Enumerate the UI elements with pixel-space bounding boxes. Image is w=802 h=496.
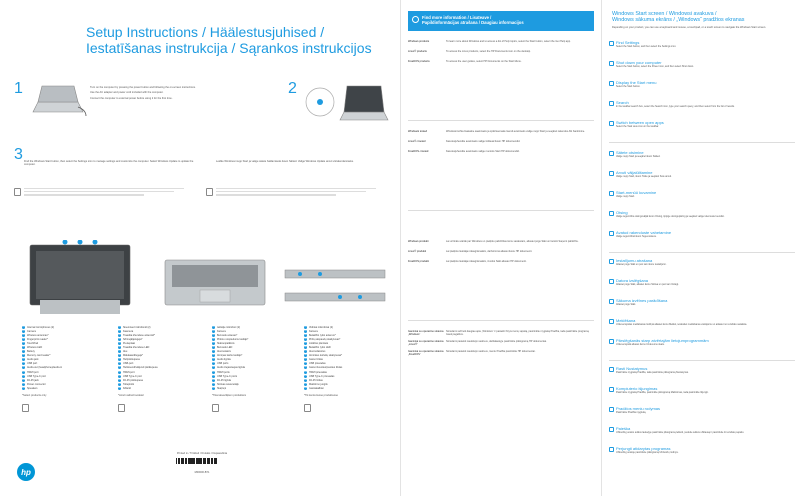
info-entry-text: Lai piekļūtu lietotāja rokasgrāmatām, izvēlnē Sākt atlasiet HP dokumenti.: [446, 260, 527, 263]
callout-number: 8: [119, 354, 120, 357]
legend-label: USB ports: [217, 362, 229, 366]
start-screen-item: [616, 120, 796, 128]
laptop-side-views: [280, 265, 390, 310]
callout-number: 3: [213, 333, 214, 336]
callout-number: 6: [119, 346, 120, 349]
info-entry-text: To access the Linux products, select the HP Documents icon on the desktop.: [446, 50, 531, 53]
callout-number: 2: [305, 329, 306, 332]
start-screen-item-title: Meklēšana: [616, 318, 636, 323]
start-screen-item-title: Start-menüü kuvamine: [616, 190, 657, 195]
legend-label: Fingerprint reader*: [27, 337, 48, 341]
callout-number: 12: [118, 370, 121, 373]
divider: [609, 360, 795, 361]
legend-label: Aku: [123, 350, 128, 354]
start-screen-item-title: Pārslēgšanās starp atvērtajām lietojumprogrammām: [616, 338, 709, 343]
legend-label: USB prievadas: [309, 362, 326, 366]
start-screen-title: Windows Start screen / Windowsi avakuva / Windows sākuma ekrāns / „Windows“ pradžios ekranas: [612, 11, 745, 24]
legend-footnote: *Tikai atsevišķiem produktiem: [212, 394, 247, 397]
divider: [408, 320, 594, 321]
step-3-note-left: [24, 186, 194, 210]
start-screen-item-title: Perjungti atidarytas programas: [616, 446, 671, 451]
callout-number: 5: [213, 341, 214, 344]
start-screen-item-text: Valige nupp Start, ikoon Toide ja seejärel Sule arvuti.: [616, 175, 672, 178]
divider: [609, 252, 795, 253]
start-screen-item: [616, 446, 796, 454]
callout-number: 14: [212, 378, 215, 381]
task-icon: [609, 211, 614, 216]
callout-number: 5: [23, 341, 24, 344]
start-screen-item-text: Valige nupp Start.: [616, 195, 635, 198]
start-screen-item-text: Pasirinkite Pradžia mygtuką.: [616, 411, 647, 414]
start-screen-item: [616, 338, 796, 346]
start-screen-item-text: Užduočių juostoje pasirinkite piktogramą Užduočių rodinys.: [616, 451, 679, 454]
start-screen-item: [616, 298, 796, 306]
callout-number: 15: [212, 382, 215, 385]
step-1-text: Turn on the computer by pressing the power button and following the on-screen instructions. Use the AC adapter and power cord included with the computer. Connect the computer to external power before using it for the first time.: [90, 86, 196, 100]
legend-footnote: *Tik kai kuriuose produktuose: [304, 394, 338, 397]
start-screen-item-text: Select the Start button, select the Power icon, and then select Shut down.: [616, 65, 694, 68]
legend-label: Garso išvesties/įvesties lizdas: [309, 366, 343, 370]
legend-label: Garso lizdas: [309, 358, 323, 362]
callout-number: 13: [118, 374, 121, 377]
start-screen-item-text: Užduočių juostos ieškos laukelyje pasirinkite piktogramą Ieškoti, įveskite ieškos užklausą ir pasirinkite iš rezultatų sąrašo.: [616, 431, 745, 434]
task-icon: [609, 61, 614, 66]
start-screen-item-title: Pradžios meniu rodymas: [616, 406, 661, 411]
legend-label: Camera: [27, 329, 36, 333]
legend-label: Kamera: [217, 329, 226, 333]
note-icon: [206, 188, 213, 196]
start-screen-item: [616, 210, 796, 218]
info-entry-text: Lai uzzinātu vairāk par Windows un piekļūtu palīdzības tēmu sarakstam, atlasiet pogu Sākt un lietotni Saņemt palīdzību.: [446, 240, 579, 243]
legend-label: Sisemised mikrofonid (2): [123, 325, 151, 329]
callout-number: 7: [119, 350, 120, 353]
callout-number: 11: [304, 366, 307, 369]
step-3-text-right: Leidke Windowsi nupp Start ja valige sätete haldamiseks ikoon Sätted. Valige Windows Update arvuti värskendamiseks.: [216, 160, 354, 163]
callout-number: 6: [23, 346, 24, 349]
info-entry-text: To learn more about Windows and to access a list of Help topics, select the Start button, select the Get Help app.: [446, 40, 571, 43]
info-panel: [401, 0, 601, 496]
callout-number: 1: [213, 325, 214, 328]
callout-number: 14: [22, 378, 25, 381]
legend-label: Power connector: [27, 382, 46, 386]
legend-label: Battery: [27, 350, 35, 354]
legend-label: Atminties kortelių skaitytuvas*: [309, 354, 343, 358]
callout-number: 3: [119, 333, 120, 336]
callout-number: 2: [213, 329, 214, 332]
start-screen-item-title: Sätete otsimine: [616, 150, 644, 155]
legend-label: TouchPad: [27, 341, 39, 345]
info-entry-label: Linux® products: [408, 50, 427, 53]
callout-number: 4: [119, 337, 120, 340]
start-screen-item-title: Find Settings: [616, 40, 640, 45]
start-screen-item-text: Valige tegumiriba otsinguväljal ikoon Otsing, tippige otsingupäring ja seejärel valige tulemuste loendist.: [616, 215, 725, 218]
info-entry-label: Gaminiai su operacine sistema „Linux®“: [408, 340, 444, 347]
start-screen-item-text: Valige nupp Start ja seejärel ikoon Sätted.: [616, 155, 661, 158]
task-icon: [609, 101, 614, 106]
legend-item: [22, 386, 92, 390]
start-screen-item-text: Select the Task view icon on the taskbar.: [616, 125, 660, 128]
task-icon: [609, 367, 614, 372]
start-screen-item-title: Display the Start menu: [616, 80, 657, 85]
start-screen-item: [616, 150, 796, 158]
callout-number: 15: [118, 382, 121, 385]
callout-number: 9: [23, 358, 24, 361]
step-3-number: 3: [14, 146, 23, 163]
callout-number: 4: [213, 337, 214, 340]
callout-number: 10: [212, 362, 215, 365]
legend-label: Akumuliatorius: [309, 350, 326, 354]
callout-number: 9: [213, 358, 214, 361]
task-icon: [609, 171, 614, 176]
callout-number: 14: [304, 378, 307, 381]
legend-label: Bezvadu antenas*: [217, 333, 238, 337]
legend-label: Vidiniai mikrofonai (2): [309, 325, 333, 329]
callout-number: 1: [23, 325, 24, 328]
legend-label: Audio ligzda: [217, 358, 231, 362]
callout-number: 1: [119, 325, 120, 328]
callout-number: 5: [305, 341, 306, 344]
legend-label: HDMI port: [27, 370, 39, 374]
legend-label: RJ-45 jack: [27, 378, 39, 382]
start-screen-item-text: Atlasiet pogu Sākt, atlasiet ikonu Strāva un pēc tam Izslēgt.: [616, 283, 679, 286]
page-title: Setup Instructions / Häälestusjuhised / Iestatīšanas instrukcija / Sąrankos instrukcijos: [86, 24, 372, 56]
legend-label: Belaidžio ryšio LED: [309, 346, 331, 350]
legend-label: RJ-45 lizdas: [309, 378, 323, 382]
task-icon: [609, 259, 614, 264]
legend-label: Mälukaardilugeja*: [123, 354, 143, 358]
info-entry-label: FreeDOS products: [408, 60, 430, 63]
start-screen-item-title: Avatud rakenduste vahetamine: [616, 230, 672, 235]
legend-label: Jutiklinė planšetė: [309, 341, 329, 345]
callout-number: 8: [213, 354, 214, 357]
legend-footnote: *Select products only: [22, 394, 47, 397]
step-3-text-left: Find the Windows Start button, then select the Settings icon to manage settings and customize the computer. Select Windows Update to update the computer.: [24, 160, 194, 167]
legend-label: Puuteplaat: [123, 341, 135, 345]
start-screen-item-text: Uzdevumjoslā atlasiet ikonu Uzdevumu skats.: [616, 343, 665, 346]
callout-number: 8: [23, 354, 24, 357]
callout-number: 13: [304, 374, 307, 377]
legend-column-en: [22, 325, 92, 391]
start-screen-item: [616, 190, 796, 198]
legend-column-lv: [212, 325, 282, 391]
info-entry-label: Linux® produkti: [408, 250, 427, 253]
legend-label: USB Type-C prievadas: [309, 374, 335, 378]
info-entry-text: Kasutusjuhendite avamiseks valige töölaual ikoon HP dokumendid.: [446, 140, 521, 143]
start-screen-item-text: Uzdevumjoslas meklēšanas lodziņā atlasiet ikonu Meklēt, ierakstiet meklēšanas vaicājumu un atlasiet no rezultātu saraksta.: [616, 323, 748, 326]
legend-item: [212, 386, 282, 390]
task-icon: [609, 407, 614, 412]
legend-label: RJ-45 pistikupesa: [123, 378, 143, 382]
info-entry-label: Gaminiai su operacine sistema „FreeDOS“: [408, 350, 444, 357]
callout-number: 10: [304, 362, 307, 365]
legend-label: Strāvas savienotājs: [217, 382, 239, 386]
legend-label: HDMI-port: [123, 370, 135, 374]
callout-number: 2: [23, 329, 24, 332]
start-screen-item: [616, 426, 796, 434]
callout-number: 14: [118, 378, 121, 381]
start-screen-item: [616, 258, 796, 266]
callout-number: 16: [212, 386, 215, 389]
callout-number: 16: [304, 386, 307, 389]
legend-column-et: [118, 325, 188, 391]
info-entry-text: Norėdami pasiekti naudotojo vadovus, darbalaukyje pasirinkite piktogramą HP dokumentai.: [446, 340, 547, 343]
legend-label: USB Type-C ports: [217, 374, 238, 378]
legend-label: Audio-out (headphone)/audio-in: [27, 366, 63, 370]
info-entry-label: Gaminiai su operacine sistema „Windows“: [408, 330, 444, 337]
laptop-keyboard-view: [160, 255, 270, 310]
start-screen-item: [616, 80, 796, 88]
task-icon: [609, 387, 614, 392]
legend-label: Belaidžio ryšio antenos*: [309, 333, 336, 337]
legend-label: Pirštų atspaudų skaitytuvas*: [309, 337, 341, 341]
legend-label: Toitepistik: [123, 382, 134, 386]
start-screen-item: [616, 60, 796, 68]
callout-number: 10: [118, 362, 121, 365]
info-header: [408, 11, 594, 31]
task-icon: [609, 231, 614, 236]
note-icon: [304, 404, 311, 412]
legend-label: Audio jack: [27, 358, 39, 362]
note-icon: [14, 188, 21, 196]
callout-number: 11: [22, 366, 25, 369]
callout-number: 15: [22, 382, 25, 385]
legend-label: USB Type-C port: [123, 374, 142, 378]
legend-label: Iekšējie mikrofoni (2): [217, 325, 241, 329]
laptop-top-view: [20, 240, 140, 320]
start-screen-item: [616, 170, 796, 178]
callout-number: 12: [212, 370, 215, 373]
legend-label: Kõlarid: [123, 386, 131, 390]
start-screen-item: [616, 278, 796, 286]
legend-label: Audio izejas/ieejas ligzda: [217, 366, 245, 370]
divider: [408, 120, 594, 121]
start-screen-item-text: Atlasiet pogu Sākt.: [616, 303, 636, 306]
start-screen-item-text: In the taskbar search box, select the Search icon, type your search query, and then select from the list of results.: [616, 105, 735, 108]
start-screen-item-text: Pasirinkite mygtuką Pradžia, pasirinkite piktogramą Maitinimas, tada pasirinkite Išjungti.: [616, 391, 709, 394]
divider: [408, 210, 594, 211]
callout-number: 1: [305, 325, 306, 328]
task-icon: [609, 151, 614, 156]
start-screen-item-title: Arvuti väljalülitamine: [616, 170, 653, 175]
start-screen-item-text: Pasirinkite mygtuką Pradžia, tada pasirinkite piktogramą Nustatymai.: [616, 371, 689, 374]
task-icon: [609, 339, 614, 344]
callout-number: 10: [22, 362, 25, 365]
callout-number: 2: [119, 329, 120, 332]
legend-label: Skaļruņi: [217, 386, 227, 390]
callout-number: 12: [22, 370, 25, 373]
callout-number: 11: [118, 366, 121, 369]
legend-label: RJ-45 ligzda: [217, 378, 231, 382]
start-screen-item: [616, 100, 796, 108]
legend-label: Internal microphones (2): [27, 325, 55, 329]
legend-item: [118, 386, 188, 390]
info-entry-text: Lai piekļūtu lietotāja rokasgrāmatām, darbvirsmā atlasiet ikonu HP dokumenti.: [446, 250, 533, 253]
callout-number: 12: [304, 370, 307, 373]
callout-number: 7: [213, 350, 214, 353]
setup-panel: [0, 0, 400, 496]
legend-label: Memory card reader*: [27, 354, 51, 358]
info-entry-label: Windows produkti: [408, 240, 429, 243]
svg-text:hp: hp: [21, 468, 31, 477]
legend-column-lt: [304, 325, 374, 391]
start-screen-item-title: Rasti Nustatymus: [616, 366, 648, 371]
callout-number: 6: [213, 346, 214, 349]
legend-label: Speakers: [27, 386, 38, 390]
task-icon: [609, 279, 614, 284]
info-entry-label: FreeDOS-i tooted: [408, 150, 429, 153]
legend-label: Skārienpaliktnis: [217, 341, 235, 345]
callout-number: 9: [305, 358, 306, 361]
start-screen-item-title: Iestatījumu atrašana: [616, 258, 653, 263]
start-screen-item-title: Sākuma izvēlnes parādīšana: [616, 298, 668, 303]
legend-label: Helisisendi/väljundi pistikupesa: [123, 366, 158, 370]
task-icon: [609, 447, 614, 452]
legend-label: Kaamera: [123, 329, 134, 333]
legend-label: Wireless antennas*: [27, 333, 49, 337]
info-entry-text: To access the user guides, select HP Documents on the Start Menu.: [446, 60, 522, 63]
start-screen-item: [616, 366, 796, 374]
info-entry-label: Linux®-i tooted: [408, 140, 426, 143]
callout-number: 5: [119, 341, 120, 344]
start-screen-item: [616, 318, 796, 326]
callout-number: 16: [118, 386, 121, 389]
callout-number: 13: [22, 374, 25, 377]
legend-label: Kamera: [309, 329, 318, 333]
start-screen-item: [616, 40, 796, 48]
info-entry-text: Norėdami pasiekti naudotojo vadovus, meniu Pradžia pasirinkite HP dokumentai.: [446, 350, 536, 353]
legend-label: USB port: [27, 362, 38, 366]
hp-logo: [16, 462, 36, 482]
callout-number: 13: [212, 374, 215, 377]
legend-label: HDMI ports: [217, 370, 230, 374]
legend-label: Traadita ühenduse antennid*: [123, 333, 156, 337]
info-entry-text: Norėdami sužinoti daugiau apie „Windows“ ir pasiekti žinyno temų sąrašą, pasirinkite mygtuką Pradžia, tada pasirinkite programą Gauti pagalbos.: [446, 330, 589, 337]
start-screen-item-title: Otsing: [616, 210, 628, 215]
legend-label: Akumulators: [217, 350, 231, 354]
divider: [609, 142, 795, 143]
step-3-note-right: [216, 186, 386, 210]
barcode: [176, 458, 256, 464]
laptop-open-illustration: [300, 80, 390, 130]
legend-label: Traadita ühenduse LED: [123, 346, 150, 350]
callout-number: 16: [22, 386, 25, 389]
start-screen-item-text: Atlasiet pogu Sākt un pēc tam ikonu Iestatījumi.: [616, 263, 667, 266]
task-icon: [609, 191, 614, 196]
footer-block: Printed in / Trükitud / Drukāts / Išspausdinta M00000-B71: [162, 452, 242, 475]
legend-item: [304, 386, 374, 390]
info-entry-label: Windowsi tooted: [408, 130, 428, 133]
note-icon: [22, 404, 29, 412]
part-number: M00000-B71: [194, 471, 210, 475]
callout-number: 11: [212, 366, 215, 369]
start-screen-intro: Depending on your product, you can use a keyboard and mouse, a touchpad, or a touch screen to navigate the Windows Start screen.: [612, 26, 766, 29]
start-screen-item-text: Select the Start button.: [616, 85, 641, 88]
info-header-title: Find more information / Lisateave / Papildinformācijas atrašana / Daugiau informacijos: [422, 15, 524, 25]
legend-label: Wireless LED: [27, 346, 43, 350]
info-entry-label: Windows products: [408, 40, 430, 43]
legend-label: USB Type-C port: [27, 374, 46, 378]
callout-number: 3: [305, 333, 306, 336]
start-screen-item: [616, 230, 796, 238]
note-icon: [118, 404, 125, 412]
legend-label: Bezvadu LED: [217, 346, 233, 350]
laptop-power-illustration: [28, 82, 88, 118]
start-screen-item-title: Datora izslēgšana: [616, 278, 649, 283]
start-screen-item-text: Select the Start button, and then select the Settings icon.: [616, 45, 677, 48]
callout-number: 6: [305, 346, 306, 349]
task-icon: [609, 299, 614, 304]
legend-label: USB-port: [123, 362, 134, 366]
task-icon: [609, 121, 614, 126]
start-screen-item: [616, 406, 796, 414]
info-entry-text: Kasutusjuhendite avamiseks valige menüüs Start HP dokumendid.: [446, 150, 520, 153]
legend-label: Atmiņas karšu lasītājs*: [217, 354, 243, 358]
start-screen-item-title: Switch between open apps: [616, 120, 664, 125]
start-screen-item-title: Search: [616, 100, 629, 105]
step-1-number: 1: [14, 80, 23, 97]
legend-label: Maitinimo jungtis: [309, 382, 328, 386]
info-icon: [412, 16, 419, 23]
start-screen-item-text: Valige tegumiribal ikoon Tegevuskuva.: [616, 235, 657, 238]
task-icon: [609, 427, 614, 432]
task-icon: [609, 81, 614, 86]
legend-label: Sõrmejäljelugeja*: [123, 337, 143, 341]
callout-number: 7: [23, 350, 24, 353]
callout-number: 8: [305, 354, 306, 357]
callout-number: 4: [23, 337, 24, 340]
start-screen-item-title: Paieška: [616, 426, 631, 431]
info-entry-label: FreeDOS produkti: [408, 260, 429, 263]
legend-label: Pirkstu nospiedumu lasītājs*: [217, 337, 249, 341]
start-screen-item-title: Shut down your computer: [616, 60, 662, 65]
info-entry-text: Windowsi kohta lisateabe saamiseks ja spikriteemade loendi avamiseks valige nupp Start ja seejärel rakendus Abi hankimine.: [446, 130, 585, 133]
callout-number: 7: [305, 350, 306, 353]
legend-label: HDMI prievadas: [309, 370, 327, 374]
callout-number: 3: [23, 333, 24, 336]
callout-number: 4: [305, 337, 306, 340]
start-screen-item-title: Kompiuterio išjungimas: [616, 386, 658, 391]
task-icon: [609, 41, 614, 46]
callout-number: 9: [119, 358, 120, 361]
step-2-number: 2: [288, 80, 297, 97]
start-screen-item: [616, 386, 796, 394]
start-screen-panel: [602, 0, 802, 496]
legend-label: Garsiakalbiai: [309, 386, 324, 390]
legend-footnote: *Ainult valitud toodetel: [118, 394, 144, 397]
callout-number: 15: [304, 382, 307, 385]
legend-label: Helipistikupesa: [123, 358, 140, 362]
task-icon: [609, 319, 614, 324]
note-icon: [212, 404, 219, 412]
